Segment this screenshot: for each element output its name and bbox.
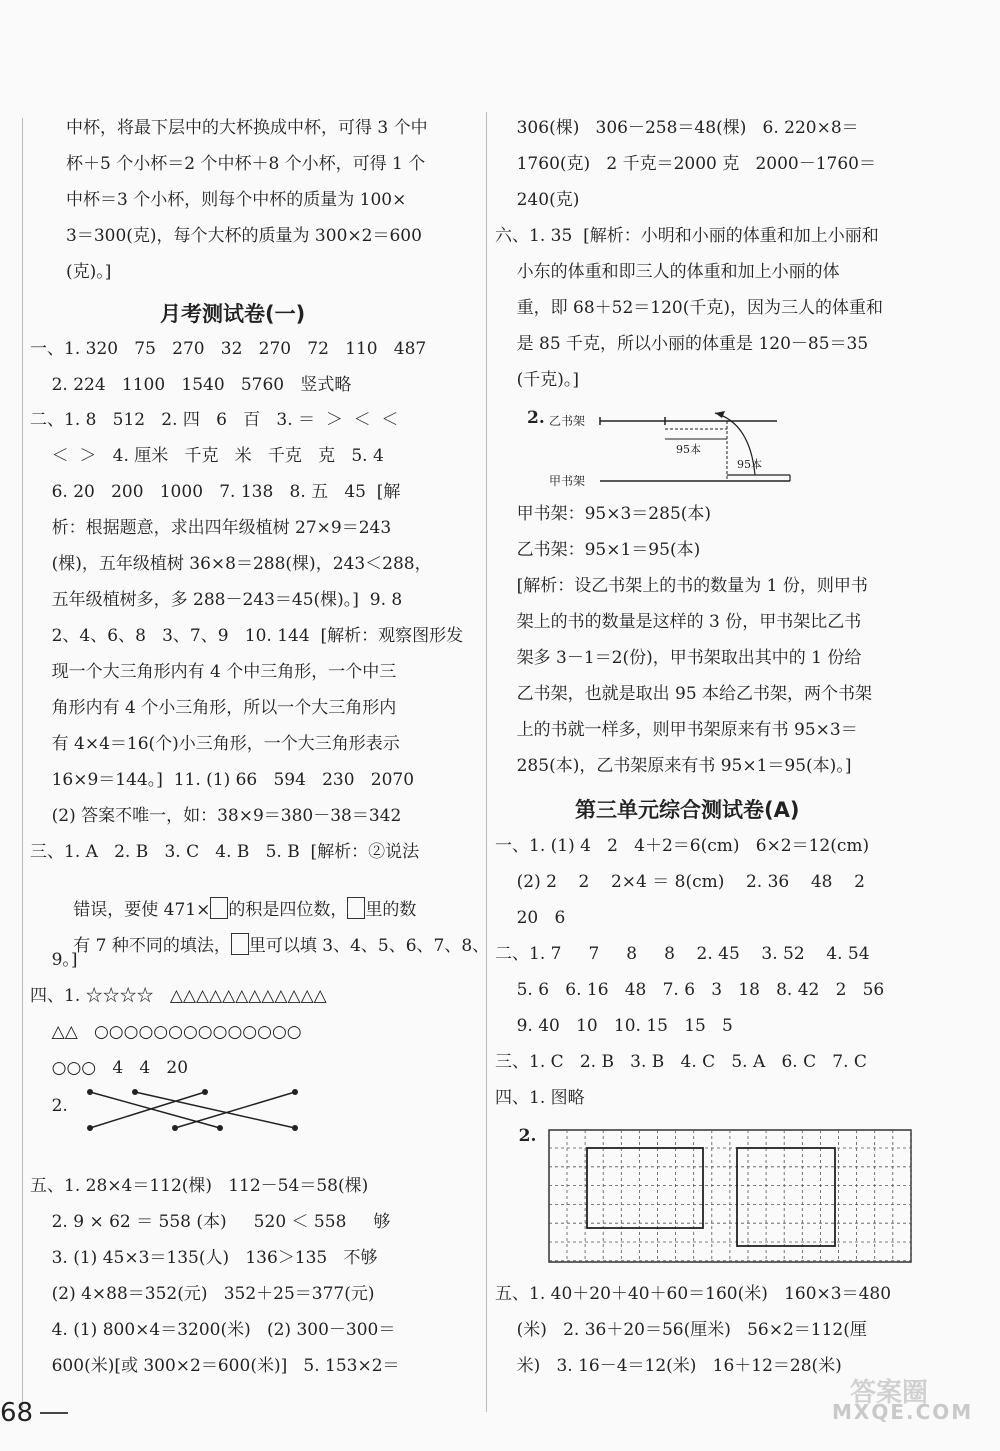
text-line: 20 6 xyxy=(495,908,566,928)
text-line: (棵)，五年级植树 36×8＝288(棵)，243＜288， xyxy=(30,554,432,574)
watermark-logo: 答案圈 xyxy=(850,1378,929,1408)
text-fragment: 有 7 种不同的填法， xyxy=(51,936,231,956)
text-line: 16×9＝144。] 11. (1) 66 594 230 2070 xyxy=(30,770,415,790)
shelf-b-label: 乙书架 xyxy=(549,414,586,428)
text-line: 重，即 68＋52＝120(千克)，因为三人的体重和 xyxy=(495,298,883,318)
text-line: 240(克) xyxy=(495,190,580,210)
watermark-url: MXQE.COM xyxy=(832,1400,974,1424)
text-line: 四、1. 图略 xyxy=(495,1088,585,1108)
text-line: (米) 2. 36＋20＝56(厘米) 56×2＝112(厘 xyxy=(495,1320,867,1340)
page-number: 68 xyxy=(0,1398,34,1428)
label-95-upper: 95本 xyxy=(676,443,701,456)
text-line: 4. (1) 800×4＝3200(米) (2) 300－300＝ xyxy=(30,1320,396,1340)
text-line: 甲书架：95×3＝285(本) xyxy=(495,504,712,524)
column-divider xyxy=(486,112,487,1412)
text-line: (克)。] xyxy=(66,262,112,282)
text-line: 9. 40 10 10. 15 15 5 xyxy=(495,1016,733,1036)
text-line: 架多 3－1＝2(份)，甲书架取出其中的 1 份给 xyxy=(495,648,862,668)
text-line: 2. xyxy=(495,1126,537,1146)
blank-box xyxy=(231,933,249,955)
text-line: 六、1. 35 [解析：小明和小丽的体重和加上小丽和 xyxy=(495,226,879,246)
text-line: 2、4、6、8 3、7、9 10. 144 [解析：观察图形发 xyxy=(30,626,464,646)
text-line: (2) 2 2 2×4 ＝ 8(cm) 2. 36 48 2 xyxy=(495,872,865,892)
text-line: (2) 答案不唯一，如：38×9＝380－38＝342 xyxy=(30,806,402,826)
text-line: 3＝300(克)，每个大杯的质量为 300×2＝600 xyxy=(66,226,422,246)
text-line: (2) 4×88＝352(元) 352＋25＝377(元) xyxy=(30,1284,375,1304)
text-line: 乙书架，也就是取出 95 本给乙书架，两个书架 xyxy=(495,684,873,704)
page-number-dash xyxy=(40,1412,68,1414)
label-95-lower: 95本 xyxy=(737,458,762,471)
text-line: 285(本)，乙书架原来有书 95×1＝95(本)。] xyxy=(495,756,852,776)
text-line: 三、1. C 2. B 3. B 4. C 5. A 6. C 7. C xyxy=(495,1052,867,1072)
text-line: 析：根据题意，求出四年级植树 27×9＝243 xyxy=(30,518,392,538)
text-line: 四、1. ☆☆☆☆ △△△△△△△△△△△△ xyxy=(30,986,327,1006)
text-line: 2. xyxy=(30,1096,68,1116)
text-line: 五年级植树多，多 288－243＝45(棵)。] 9. 8 xyxy=(30,590,403,610)
text-line: 9。] xyxy=(30,950,78,970)
text-line: 中杯，将最下层中的大杯换成中杯，可得 3 个中 xyxy=(66,118,428,138)
text-line: 乙书架：95×1＝95(本) xyxy=(495,540,701,560)
matching-lines-diagram xyxy=(80,1080,310,1140)
text-line: (千克)。] xyxy=(495,370,580,390)
text-line: 有 4×4＝16(个)小三角形，一个大三角形表示 xyxy=(30,734,400,754)
grid-drawing xyxy=(547,1128,917,1268)
text-line: 600(米)[或 300×2＝600(米)] 5. 153×2＝ xyxy=(30,1356,400,1376)
text-line: 5. 6 6. 16 48 7. 6 3 18 8. 42 2 56 xyxy=(495,980,885,1000)
left-margin-rule xyxy=(22,118,23,1408)
text-line: 现一个大三角形内有 4 个中三角形，一个中三 xyxy=(30,662,397,682)
text-line: 1760(克) 2 千克＝2000 克 2000－1760＝ xyxy=(495,154,876,174)
text-fragment: 错误，要使 471× xyxy=(51,900,211,920)
text-line: 是 85 千克，所以小丽的体重是 120－85＝35 xyxy=(495,334,869,354)
text-line: 三、1. A 2. B 3. C 4. B 5. B [解析：②说法 xyxy=(30,842,420,862)
text-line: 架上的书的数量是这样的 3 份，甲书架比乙书 xyxy=(495,612,862,632)
text-line: 五、1. 28×4＝112(棵) 112－54＝58(棵) xyxy=(30,1176,369,1196)
text-line: ○○○ 4 4 20 xyxy=(30,1058,189,1078)
text-fragment: 里可以填 3、4、5、6、7、8、 xyxy=(248,936,490,956)
text-line: 6. 20 200 1000 7. 138 8. 五 45 [解 xyxy=(30,482,401,502)
text-line: [解析：设乙书架上的书的数量为 1 份，则甲书 xyxy=(495,576,868,596)
text-fragment: 里的数 xyxy=(365,900,417,920)
text-line: 2. 9 × 62 ＝ 558 (本) 520 ＜ 558 够 xyxy=(30,1212,391,1232)
text-line xyxy=(30,916,489,972)
text-line: 3. (1) 45×3＝135(人) 136＞135 不够 xyxy=(30,1248,378,1268)
text-line: 小东的体重和即三人的体重和加上小丽的体 xyxy=(495,262,840,282)
text-line: 米) 3. 16－4＝12(米) 16＋12＝28(米) xyxy=(495,1356,842,1376)
text-line: △△ ○○○○○○○○○○○○○○ xyxy=(30,1022,302,1042)
text-fragment: 的积是四位数， xyxy=(228,900,348,920)
text-line: 杯＋5 个小杯＝2 个中杯＋8 个小杯，可得 1 个 xyxy=(66,154,426,174)
text-line: 306(棵) 306－258＝48(棵) 6. 220×8＝ xyxy=(495,118,859,138)
text-line: 一、1. (1) 4 2 4＋2＝6(cm) 6×2＝12(cm) xyxy=(495,836,870,856)
text-line: 二、1. 7 7 8 8 2. 45 3. 52 4. 54 xyxy=(495,944,870,964)
text-line: 上的书就一样多，则甲书架原来有书 95×3＝ xyxy=(495,720,858,740)
section-title: 第三单元综合测试卷(A) xyxy=(575,798,800,822)
bookshelf-diagram xyxy=(545,403,805,493)
shelf-a-label: 甲书架 xyxy=(549,474,586,488)
text-line: 2. 224 1100 1540 5760 竖式略 xyxy=(30,375,352,395)
section-title: 月考测试卷(一) xyxy=(160,302,306,326)
text-line: 五、1. 40＋20＋40＋60＝160(米) 160×3＝480 xyxy=(495,1284,892,1304)
text-line: ＜ ＞ 4. 厘米 千克 米 千克 克 5. 4 xyxy=(30,446,384,466)
text-line: 角形内有 4 个小三角形，所以一个大三角形内 xyxy=(30,698,397,718)
text-line: 二、1. 8 512 2. 四 6 百 3. ＝ ＞ ＜ ＜ xyxy=(30,410,399,430)
text-line: 一、1. 320 75 270 32 270 72 110 487 xyxy=(30,339,427,359)
text-line: 2. xyxy=(527,408,545,428)
text-line: 中杯＝3 个小杯，则每个中杯的质量为 100× xyxy=(66,190,407,210)
